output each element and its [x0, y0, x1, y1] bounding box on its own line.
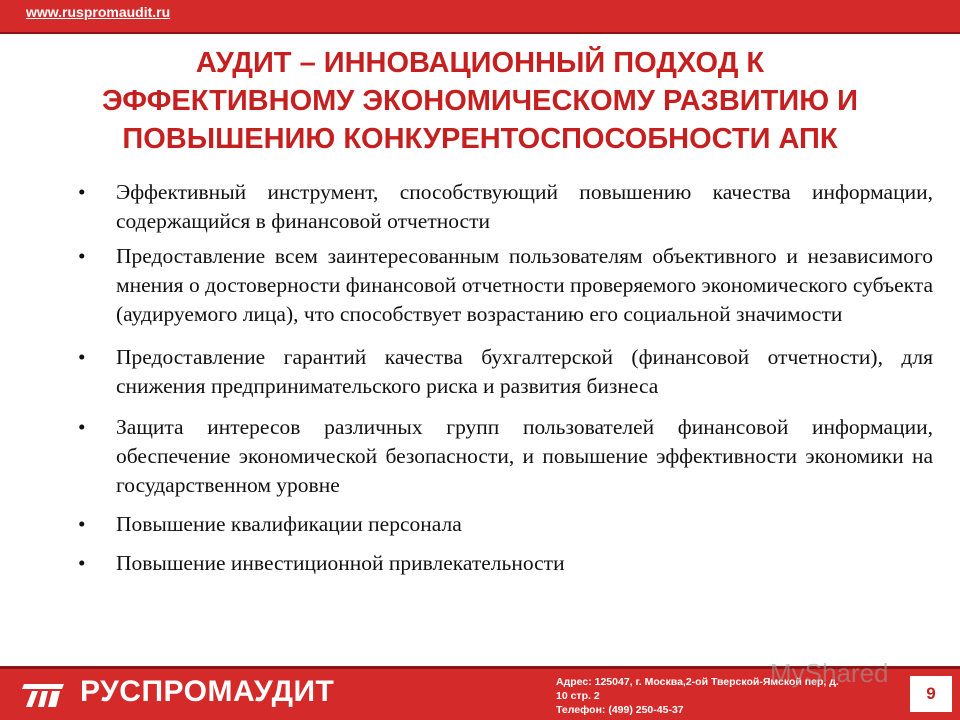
phone-line: Телефон: (499) 250-45-37 [556, 704, 684, 716]
bullet-item: • Предоставление гарантий качества бухгалтерской (финансовой отчетности), для снижения предпринимательского риска и развития бизнеса [78, 343, 933, 401]
page-number: 9 [910, 676, 952, 712]
top-bar [0, 0, 960, 32]
address-line-1: Адрес: 125047, г. Москва,2-ой Тверской-Ямской пер, д. [556, 676, 839, 688]
title-line-3: ПОВЫШЕНИЮ КОНКУРЕНТОСПОСОБНОСТИ АПК [122, 123, 838, 155]
bullet-item: • Повышение инвестиционной привлекательности [78, 549, 933, 578]
title-line-2: ЭФФЕКТИВНОМУ ЭКОНОМИЧЕСКОМУ РАЗВИТИЮ И [101, 85, 858, 117]
bullet-list [78, 178, 933, 578]
bullet-item: • Повышение квалификации персонала [78, 510, 933, 539]
site-url-link[interactable]: www.ruspromaudit.ru [26, 4, 171, 20]
bullet-item: • Предоставление всем заинтересованным пользователям объективного и независимого мнения о достоверности финансовой отчетности проверяемого экономического субъекта (аудируемого лица), что способствует возрастанию его социальной значимости [78, 242, 933, 329]
top-divider [0, 32, 960, 34]
brand-name: РУСПРОМАУДИТ [80, 675, 335, 708]
address-line-2: 10 стр. 2 [556, 690, 600, 702]
title-line-1: АУДИТ – ИННОВАЦИОННЫЙ ПОДХОД К [195, 47, 765, 79]
bullet-item: • Эффективный инструмент, способствующий повышению качества информации, содержащийся в финансовой отчетности [78, 178, 933, 236]
ruspromaudit-logo-icon [22, 682, 66, 708]
slide-title [30, 44, 930, 158]
watermark: MyShared [770, 658, 889, 688]
bullet-item: • Защита интересов различных групп пользователей финансовой информации, обеспечение экономической безопасности, и повышение эффективности экономики на государственном уровне [78, 413, 933, 500]
